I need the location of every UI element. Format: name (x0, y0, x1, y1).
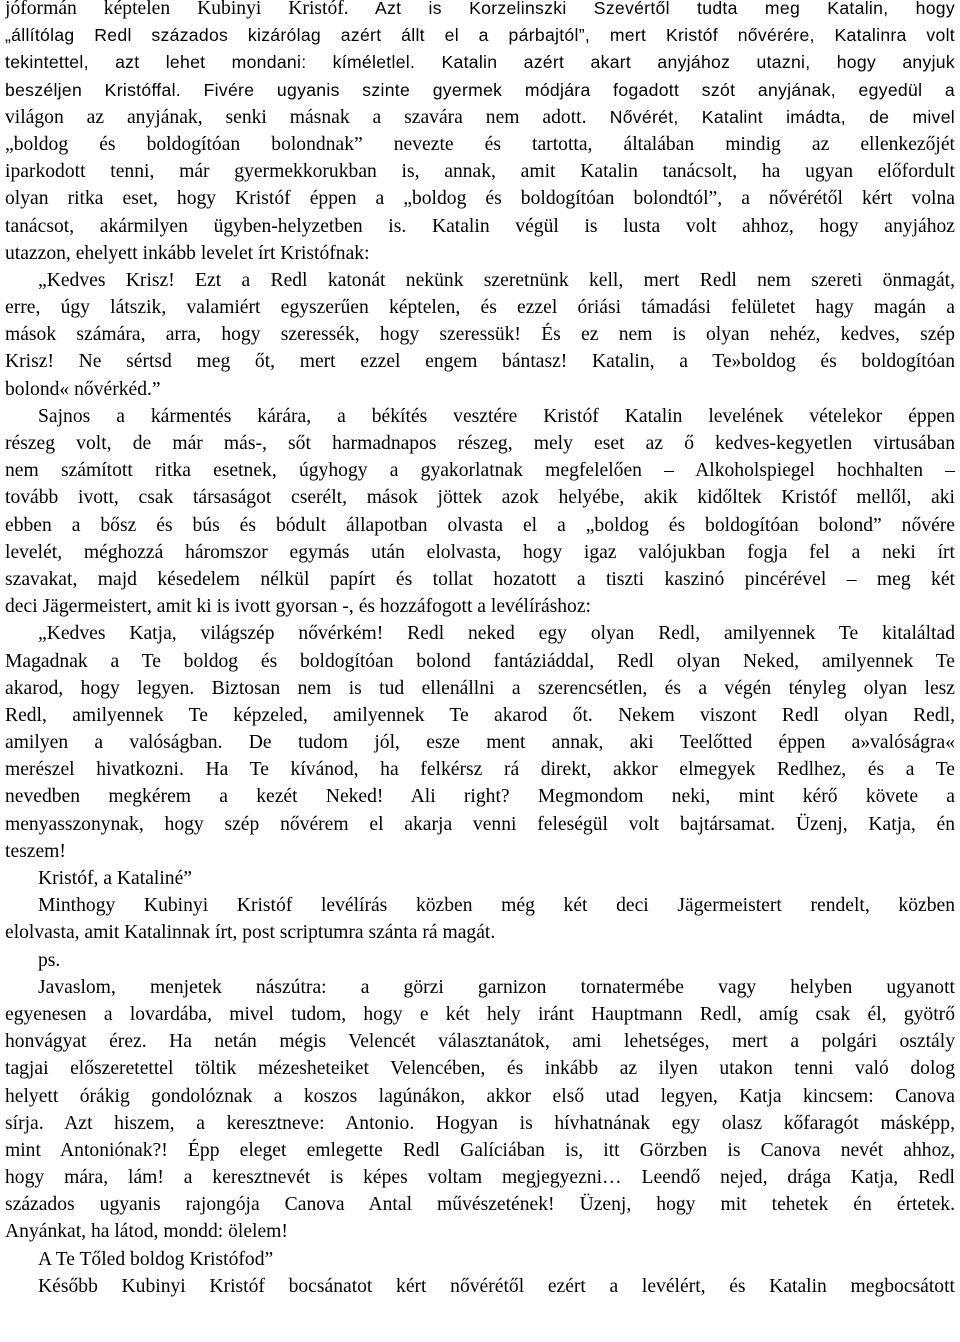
text-segment: világon az anyjának, senki másnak a szavára nem adott. (5, 106, 587, 128)
text-line: részeg volt, de már más-, sőt harmadnapos részeg, mely eset az ő kedves-kegyetlen virtusában (5, 433, 955, 454)
text-line: menyasszonynak, hogy szép nővérem el akarja venni feleségül volt bajtársamat. Üzenj, Katja, én (5, 813, 955, 835)
text-line: amilyen a valóságban. De tudom jól, esze ment annak, aki Teelőtted éppen a»valóságra« (5, 732, 955, 754)
text-line: tagjai előszeretettel töltik mézesheteiket Velencében, és inkább az ilyen utakon tenni való dolog (5, 1058, 955, 1080)
text-line: Sajnos a kármentés kárára, a békítés vesztére Kristóf Katalin levelének vételekor éppen (38, 405, 955, 427)
text-line: „boldog és boldogítóan bolondnak” nevezte és tartotta, általában mindig az ellenkezőjét (5, 133, 955, 155)
text-line: Később Kubinyi Kristóf bocsánatot kért nővérétől ezért a levélért, és Katalin megbocsátott (38, 1275, 955, 1297)
text-line: „Kedves Katja, világszép nővérkém! Redl neked egy olyan Redl, amilyennek Te kitaláltad (38, 623, 955, 645)
text-line: ebben a bősz és bús és bódult állapotban olvasta el a „boldog és boldogítóan bolond” nővére (5, 514, 955, 536)
text-segment: Nővérét, Katalint imádta, de mivel (586, 106, 955, 127)
text-line: helyett órákig gondolóznak a koszos lagúnákon, akkor első utad legyen, Katja kincsem: Canova (5, 1085, 955, 1107)
text-line: egyenesen a lovardába, mivel tudom, hogy e két hely iránt Hauptmann Redl, amíg csak él, gyötrő (5, 1003, 955, 1025)
text-line: A Te Tőled boldog Kristófod” (38, 1248, 274, 1270)
text-line: Krisz! Ne sértsd meg őt, mert ezzel engem bántasz! Katalin, a Te»boldog és boldogítóan (5, 351, 955, 373)
text-line: hogy mára, lám! a keresztnevét is képes voltam megjegyezni… Leendő nejed, drága Katja, Redl (5, 1167, 955, 1189)
text-line: „Kedves Krisz! Ezt a Redl katonát nekünk szeretnünk kell, mert Redl nem szereti önmagát, (38, 269, 955, 291)
text-line: beszéljen Kristóffal. Fivére ugyanis szinte gyermek módjára fogadott szót anyjának, egyedül a (5, 79, 955, 100)
text-line: Redl, amilyennek Te képzeled, amilyennek Te akarod őt. Nekem viszont Redl olyan Redl, (5, 704, 955, 726)
text-line: nem számított ritka esetnek, úgyhogy a gyakorlatnak megfelelően – Alkoholspiegel hochhalten – (5, 460, 955, 482)
text-segment: Azt is Korzelinszki Szevértől tudta meg Katalin, hogy (348, 0, 955, 18)
text-line: százados ugyanis rajongója Canova Antal művészetének! Üzenj, hogy mit tehetek én értetek. (5, 1194, 955, 1216)
text-line (5, 104, 955, 131)
text-line: nevedben megkérem a kezét Neked! Ali right? Megmondom neki, mint kérő követe a (5, 786, 955, 808)
text-line (5, 0, 955, 22)
text-line: tovább ivott, csak társaságot cserélt, mások jöttek azok helyébe, akik kidőltek Kristóf mellől, aki (5, 487, 955, 509)
text-line: olyan ritka eset, hogy Kristóf éppen a „boldog és boldogítóan bolondtól”, a nővérétől kért volna (5, 188, 955, 210)
text-line: szavakat, majd késedelem nélkül papírt és tollat hozatott a tiszti kaszinó pincérével – meg két (5, 568, 955, 590)
text-line: sírja. Azt hiszem, a keresztneve: Antonio. Hogyan is hívhatnának egy olasz kőfaragót másképp, (5, 1112, 955, 1134)
text-line: utazzon, ehelyett inkább levelet írt Kristófnak: (5, 242, 370, 264)
text-line: mások számára, arra, hogy szeressék, hogy szeressük! És ez nem is olyan nehéz, kedves, szép (5, 324, 955, 346)
text-line: Javaslom, menjetek nászútra: a görzi garnizon tornatermébe vagy helyben ugyanott (38, 976, 955, 998)
text-line: erre, úgy látszik, valamiért egyszerűen képtelen, és ezzel óriási támadási felületet hagy magán a (5, 297, 955, 319)
text-line: akarod, hogy legyen. Biztosan nem is tud ellenállni a szerencsétlen, és a végén tényleg olyan lesz (5, 677, 955, 699)
text-line: Anyánkat, ha látod, mondd: ölelem! (5, 1221, 288, 1243)
text-line: Kristóf, a Kataliné” (38, 868, 192, 889)
text-line: teszem! (5, 840, 66, 862)
text-line: „állítólag Redl százados kizárólag azért állt el a párbajtól”, mert Kristóf nővérére, Katalinra volt (5, 25, 955, 46)
text-line: merészel hivatkozni. Ha Te kívánod, ha felkérsz rá direkt, akkor elmegyek Redlhez, és a Te (5, 759, 955, 781)
text-line: tanácsot, akármilyen ügyben-helyzetben is. Katalin végül is lusta volt ahhoz, hogy anyjához (5, 215, 955, 237)
text-line: elolvasta, amit Katalinnak írt, post scriptumra szánta rá magát. (5, 922, 496, 944)
text-line: mint Antoniónak?! Épp eleget emlegette Redl Galíciában is, itt Görzben is Canova nevét ahhoz, (5, 1139, 955, 1161)
text-line: Minthogy Kubinyi Kristóf levélírás közben még két deci Jägermeistert rendelt, közben (38, 895, 955, 917)
text-segment: jóformán képtelen Kubinyi Kristóf. (5, 0, 349, 19)
document-body (5, 0, 955, 1300)
text-line: bolond« nővérkéd.” (5, 378, 161, 400)
text-line: deci Jägermeistert, amit ki is ivott gyorsan -, és hozzáfogott a levélíráshoz: (5, 596, 591, 618)
text-line: ps. (38, 949, 61, 971)
text-line: honvágyat érez. Ha netán mégis Velencét választanátok, ami lehetséges, mert a polgári osztály (5, 1031, 955, 1053)
text-line: tekintettel, azt lehet mondani: kíméletlel. Katalin azért akart anyjához utazni, hogy anyjuk (5, 52, 955, 73)
text-line: Magadnak a Te boldog és boldogítóan bolond fantáziáddal, Redl olyan Neked, amilyennek Te (5, 650, 955, 672)
text-line: levelét, méghozzá háromszor egymás után elolvasta, hogy igaz valójukban fogja fel a neki írt (5, 541, 955, 563)
text-line: iparkodott tenni, már gyermekkorukban is, annak, amit Katalin tanácsolt, ha ugyan előfordult (5, 161, 955, 183)
